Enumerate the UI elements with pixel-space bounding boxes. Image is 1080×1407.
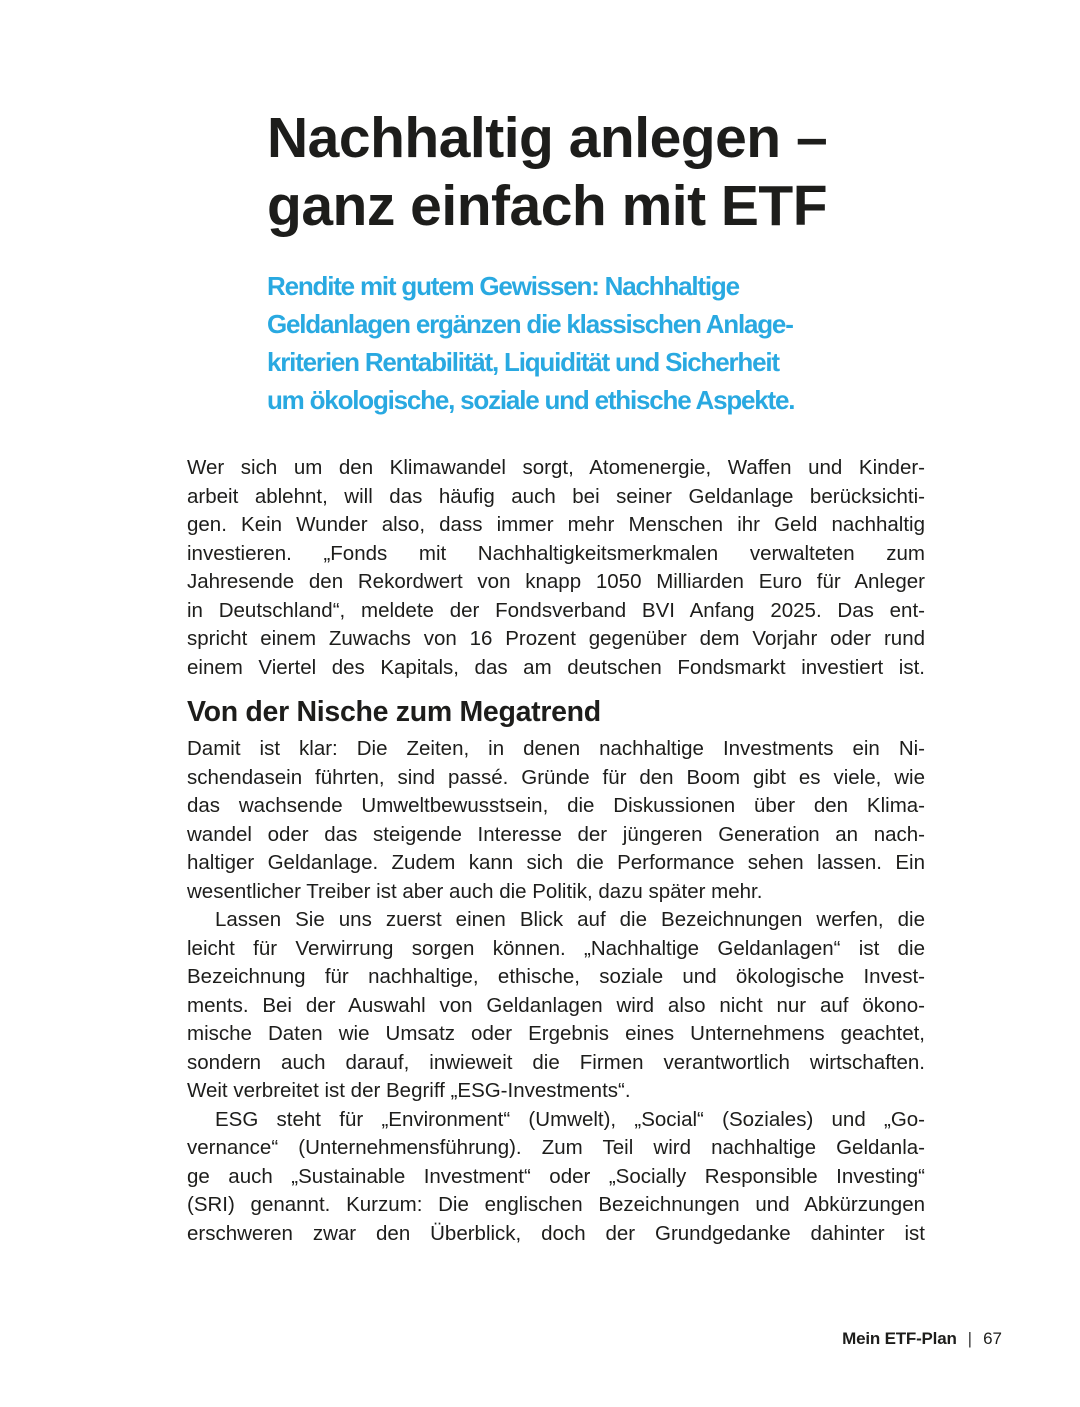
chapter-title [267, 104, 827, 240]
body-line: gen. Kein Wunder also, dass immer mehr Menschen ihr Geld nachhaltig [187, 513, 925, 536]
body-line: in Deutschland“, meldete der Fondsverband BVI Anfang 2025. Das ent- [187, 598, 925, 622]
body-line: Weit verbreitet ist der Begriff „ESG-Investments“. [187, 1079, 631, 1102]
paragraph [187, 454, 925, 682]
body-line: investieren. „Fonds mit Nachhaltigkeitsmerkmalen verwalteten zum [187, 541, 925, 565]
paragraph [187, 735, 925, 906]
page-footer [842, 1327, 1002, 1351]
body-line: schendasein führten, sind passé. Gründe für den Boom gibt es viele, wie [187, 765, 925, 789]
body-line: sondern auch darauf, inwieweit die Firmen verantwortlich wirtschaften. [187, 1050, 925, 1074]
lead-line: um ökologische, soziale und ethische Aspekte. [267, 385, 795, 415]
body-line: arbeit ablehnt, will das häufig auch bei seiner Geldanlage berücksichti- [187, 484, 925, 508]
body-line: wandel oder das steigende Interesse der jüngeren Generation an nach- [187, 822, 925, 846]
lead-line: kriterien Rentabilität, Liquidität und Sicherheit [267, 347, 779, 377]
body-line: Damit ist klar: Die Zeiten, in denen nachhaltige Investments ein Ni- [187, 737, 925, 760]
paragraph [187, 906, 925, 1106]
body-line: das wachsende Umweltbewusstsein, die Diskussionen über den Klima- [187, 794, 925, 817]
body-line: einem Viertel des Kapitals, das am deutschen Fondsmarkt investiert ist. [187, 655, 925, 679]
body-copy [187, 454, 925, 1248]
body-line: ge auch „Sustainable Investment“ oder „Socially Responsible Investing“ [187, 1164, 925, 1188]
body-line: spricht einem Zuwachs von 16 Prozent gegenüber dem Vorjahr oder rund [187, 627, 925, 650]
body-line: (SRI) genannt. Kurzum: Die englischen Bezeichnungen und Abkürzungen [187, 1193, 925, 1216]
footer-page-number: 67 [983, 1329, 1002, 1348]
body-line: mische Daten wie Umsatz oder Ergebnis eines Unternehmens geachtet, [187, 1022, 925, 1045]
body-line: Jahresende den Rekordwert von knapp 1050 Milliarden Euro für Anleger [187, 570, 925, 593]
body-line: erschweren zwar den Überblick, doch der Grundgedanke dahinter ist [187, 1221, 925, 1245]
body-line: leicht für Verwirrung sorgen können. „Nachhaltige Geldanlagen“ ist die [187, 936, 925, 960]
lead-line: Rendite mit gutem Gewissen: Nachhaltige [267, 271, 739, 301]
body-line: Lassen Sie uns zuerst einen Blick auf die Bezeichnungen werfen, die [215, 908, 925, 931]
chapter-title-line: ganz einfach mit ETF [267, 174, 828, 238]
lead-line: Geldanlagen ergänzen die klassischen Anlage- [267, 309, 793, 339]
body-line: ments. Bei der Auswahl von Geldanlagen wird also nicht nur auf ökono- [187, 993, 925, 1017]
body-line: vernance“ (Unternehmensführung). Zum Teil wird nachhaltige Geldanla- [187, 1136, 925, 1159]
body-line: Bezeichnung für nachhaltige, ethische, soziale und ökologische Invest- [187, 965, 925, 988]
body-line: ESG steht für „Environment“ (Umwelt), „Social“ (Soziales) und „Go- [215, 1107, 925, 1131]
chapter-title-line: Nachhaltig anlegen – [267, 106, 828, 170]
section-heading: Von der Nische zum Megatrend [187, 696, 601, 728]
body-line: Wer sich um den Klimawandel sorgt, Atomenergie, Waffen und Kinder- [187, 456, 925, 479]
footer-separator: | [967, 1329, 973, 1348]
lead-paragraph [267, 267, 794, 419]
body-line: wesentlicher Treiber ist aber auch die Politik, dazu später mehr. [187, 879, 763, 903]
body-line: haltiger Geldanlage. Zudem kann sich die Performance sehen lassen. Ein [187, 851, 925, 874]
footer-book-title: Mein ETF-Plan [842, 1329, 957, 1348]
paragraph [187, 1106, 925, 1249]
